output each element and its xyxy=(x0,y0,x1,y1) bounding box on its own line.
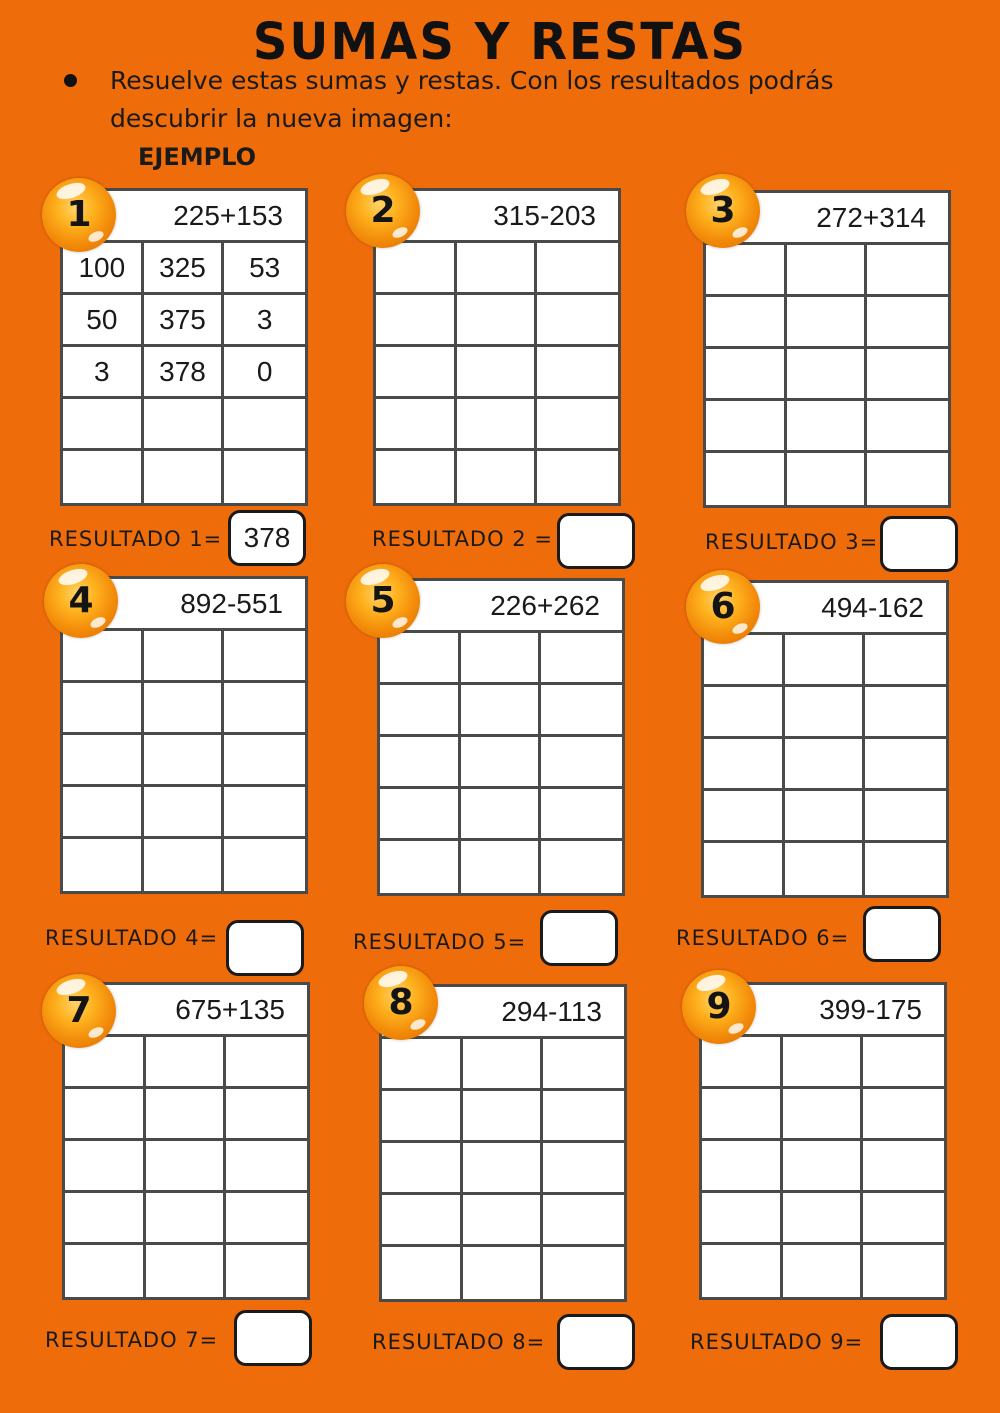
grid-cell[interactable] xyxy=(863,1037,944,1089)
result-input[interactable]: 378 xyxy=(228,510,306,566)
grid-cell[interactable] xyxy=(706,453,787,505)
grid-cell[interactable] xyxy=(224,735,305,787)
grid-cell[interactable] xyxy=(382,1143,463,1195)
work-grid xyxy=(704,635,946,895)
grid-cell[interactable] xyxy=(63,399,144,451)
grid-cell[interactable] xyxy=(376,451,457,503)
result-label: RESULTADO 5= xyxy=(353,930,527,954)
grid-cell[interactable] xyxy=(541,841,622,893)
grid-cell[interactable] xyxy=(146,1037,227,1089)
grid-cell[interactable] xyxy=(537,295,618,347)
grid-cell[interactable] xyxy=(863,1193,944,1245)
result-label: RESULTADO 6= xyxy=(676,926,850,950)
problem-operation: 272+314 xyxy=(706,193,948,245)
problem-operation: 675+135 xyxy=(65,985,307,1037)
grid-cell[interactable] xyxy=(702,1193,783,1245)
result-label: RESULTADO 8= xyxy=(372,1330,546,1354)
grid-cell[interactable] xyxy=(380,633,461,685)
grid-cell[interactable] xyxy=(785,687,866,739)
grid-cell[interactable] xyxy=(787,401,868,453)
example-label: EJEMPLO xyxy=(138,143,257,171)
grid-cell[interactable] xyxy=(706,349,787,401)
grid-cell[interactable]: 378 xyxy=(144,347,225,399)
grid-cell[interactable] xyxy=(144,735,225,787)
grid-cell[interactable] xyxy=(376,243,457,295)
grid-cell[interactable] xyxy=(226,1089,307,1141)
grid-cell[interactable] xyxy=(704,739,785,791)
grid-cell[interactable] xyxy=(380,841,461,893)
number-ball-icon xyxy=(686,570,760,644)
grid-cell[interactable] xyxy=(224,631,305,683)
grid-cell[interactable] xyxy=(226,1193,307,1245)
grid-cell[interactable] xyxy=(785,635,866,687)
grid-cell[interactable] xyxy=(704,687,785,739)
number-ball-icon xyxy=(44,564,118,638)
grid-cell[interactable] xyxy=(463,1247,544,1299)
grid-cell[interactable] xyxy=(380,737,461,789)
grid-cell[interactable] xyxy=(865,739,946,791)
grid-cell[interactable] xyxy=(541,633,622,685)
grid-cell[interactable] xyxy=(537,399,618,451)
grid-cell[interactable] xyxy=(785,791,866,843)
grid-cell[interactable] xyxy=(867,297,948,349)
grid-cell[interactable] xyxy=(382,1195,463,1247)
number-ball-icon xyxy=(346,564,420,638)
result-label: RESULTADO 7= xyxy=(45,1328,219,1352)
grid-cell[interactable] xyxy=(537,451,618,503)
result-label: RESULTADO 4= xyxy=(45,926,219,950)
grid-cell[interactable] xyxy=(144,683,225,735)
grid-cell[interactable] xyxy=(787,349,868,401)
work-grid xyxy=(65,1037,307,1297)
problem-operation: 494-162 xyxy=(704,583,946,635)
problem-number: 2 xyxy=(370,190,396,231)
problem-operation: 294-113 xyxy=(382,987,624,1039)
result-input[interactable] xyxy=(557,513,635,569)
grid-cell[interactable] xyxy=(787,453,868,505)
result-input[interactable] xyxy=(863,906,941,962)
problem-number: 8 xyxy=(388,982,414,1023)
result-input[interactable] xyxy=(234,1310,312,1366)
page-title: SUMAS Y RESTAS xyxy=(252,12,748,72)
grid-cell[interactable] xyxy=(224,839,305,891)
number-ball-icon xyxy=(346,174,420,248)
grid-cell[interactable] xyxy=(787,297,868,349)
problem-operation: 399-175 xyxy=(702,985,944,1037)
grid-cell[interactable] xyxy=(63,839,144,891)
grid-cell[interactable] xyxy=(706,297,787,349)
bullet-icon xyxy=(64,74,77,87)
grid-cell[interactable] xyxy=(541,685,622,737)
grid-cell[interactable] xyxy=(463,1143,544,1195)
number-ball-icon xyxy=(686,174,760,248)
grid-cell[interactable]: 3 xyxy=(224,295,305,347)
grid-cell[interactable] xyxy=(63,631,144,683)
result-input[interactable] xyxy=(540,910,618,966)
grid-cell[interactable] xyxy=(144,631,225,683)
grid-cell[interactable] xyxy=(226,1037,307,1089)
result-label: RESULTADO 3= xyxy=(705,530,879,554)
grid-cell[interactable] xyxy=(65,1089,146,1141)
number-ball-icon xyxy=(682,970,756,1044)
grid-cell[interactable] xyxy=(543,1143,624,1195)
grid-cell[interactable] xyxy=(226,1245,307,1297)
grid-cell[interactable] xyxy=(785,843,866,895)
problem-operation: 315-203 xyxy=(376,191,618,243)
number-ball-icon xyxy=(364,966,438,1040)
grid-cell[interactable] xyxy=(63,683,144,735)
grid-cell[interactable] xyxy=(702,1037,783,1089)
grid-cell[interactable]: 50 xyxy=(63,295,144,347)
problem-number: 7 xyxy=(66,990,92,1031)
work-grid xyxy=(380,633,622,893)
number-ball-icon xyxy=(42,178,116,252)
grid-cell[interactable] xyxy=(867,349,948,401)
grid-cell[interactable] xyxy=(224,683,305,735)
grid-cell[interactable] xyxy=(146,1193,227,1245)
grid-cell[interactable] xyxy=(457,243,538,295)
grid-cell[interactable] xyxy=(376,295,457,347)
grid-cell[interactable] xyxy=(461,737,542,789)
grid-cell[interactable] xyxy=(224,451,305,503)
work-grid xyxy=(702,1037,944,1297)
grid-cell[interactable] xyxy=(461,841,542,893)
grid-cell[interactable] xyxy=(461,685,542,737)
grid-cell[interactable] xyxy=(865,635,946,687)
problem-number: 6 xyxy=(710,586,736,627)
grid-cell[interactable] xyxy=(65,1141,146,1193)
grid-cell[interactable] xyxy=(702,1089,783,1141)
grid-cell[interactable] xyxy=(382,1039,463,1091)
grid-cell[interactable] xyxy=(863,1245,944,1297)
grid-cell[interactable] xyxy=(380,789,461,841)
problem-operation: 892-551 xyxy=(63,579,305,631)
grid-cell[interactable] xyxy=(704,791,785,843)
grid-cell[interactable] xyxy=(457,347,538,399)
result-input[interactable] xyxy=(226,920,304,976)
grid-cell[interactable] xyxy=(146,1141,227,1193)
grid-cell[interactable] xyxy=(65,1245,146,1297)
grid-cell[interactable] xyxy=(380,685,461,737)
grid-cell[interactable] xyxy=(706,245,787,297)
grid-cell[interactable] xyxy=(144,787,225,839)
grid-cell[interactable] xyxy=(382,1247,463,1299)
grid-cell[interactable] xyxy=(463,1039,544,1091)
grid-cell[interactable] xyxy=(543,1195,624,1247)
grid-cell[interactable] xyxy=(783,1193,864,1245)
problem-operation: 225+153 xyxy=(63,191,305,243)
grid-cell[interactable] xyxy=(224,787,305,839)
work-grid xyxy=(382,1039,624,1299)
grid-cell[interactable] xyxy=(702,1141,783,1193)
grid-cell[interactable] xyxy=(463,1091,544,1143)
problem-operation: 226+262 xyxy=(380,581,622,633)
grid-cell[interactable]: 0 xyxy=(224,347,305,399)
result-label: RESULTADO 2 = xyxy=(372,527,553,551)
grid-cell[interactable] xyxy=(867,245,948,297)
instruction-text: Resuelve estas sumas y restas. Con los resultados podrás descubrir la nueva imagen: xyxy=(110,66,834,133)
result-input[interactable] xyxy=(557,1314,635,1370)
grid-cell[interactable]: 100 xyxy=(63,243,144,295)
grid-cell[interactable] xyxy=(224,399,305,451)
grid-cell[interactable] xyxy=(787,245,868,297)
grid-cell[interactable] xyxy=(376,347,457,399)
grid-cell[interactable] xyxy=(541,737,622,789)
grid-cell[interactable] xyxy=(783,1089,864,1141)
grid-cell[interactable] xyxy=(537,243,618,295)
grid-cell[interactable] xyxy=(144,451,225,503)
grid-cell[interactable] xyxy=(457,295,538,347)
work-grid xyxy=(63,243,305,503)
problem-number: 1 xyxy=(66,194,92,235)
grid-cell[interactable] xyxy=(63,787,144,839)
grid-cell[interactable] xyxy=(783,1245,864,1297)
grid-cell[interactable] xyxy=(537,347,618,399)
grid-cell[interactable] xyxy=(65,1193,146,1245)
grid-cell[interactable] xyxy=(543,1039,624,1091)
grid-cell[interactable]: 53 xyxy=(224,243,305,295)
result-input[interactable] xyxy=(880,1314,958,1370)
grid-cell[interactable] xyxy=(461,633,542,685)
work-grid xyxy=(376,243,618,503)
grid-cell[interactable] xyxy=(863,1141,944,1193)
grid-cell[interactable] xyxy=(146,1245,227,1297)
grid-cell[interactable]: 325 xyxy=(144,243,225,295)
grid-cell[interactable] xyxy=(543,1247,624,1299)
grid-cell[interactable] xyxy=(704,843,785,895)
grid-cell[interactable] xyxy=(376,399,457,451)
grid-cell[interactable] xyxy=(144,399,225,451)
problem-number: 4 xyxy=(68,580,94,621)
problem-number: 3 xyxy=(710,190,736,231)
grid-cell[interactable] xyxy=(867,453,948,505)
result-input[interactable] xyxy=(880,516,958,572)
grid-cell[interactable] xyxy=(783,1141,864,1193)
grid-cell[interactable] xyxy=(457,399,538,451)
grid-cell[interactable] xyxy=(226,1141,307,1193)
grid-cell[interactable] xyxy=(783,1037,864,1089)
grid-cell[interactable] xyxy=(63,451,144,503)
grid-cell[interactable]: 375 xyxy=(144,295,225,347)
grid-cell[interactable] xyxy=(543,1091,624,1143)
result-label: RESULTADO 1= xyxy=(49,527,223,551)
grid-cell[interactable] xyxy=(144,839,225,891)
grid-cell[interactable] xyxy=(865,843,946,895)
problem-number: 9 xyxy=(706,986,732,1027)
grid-cell[interactable] xyxy=(865,791,946,843)
problem-number: 5 xyxy=(370,580,396,621)
grid-cell[interactable] xyxy=(463,1195,544,1247)
grid-cell[interactable] xyxy=(785,739,866,791)
grid-cell[interactable] xyxy=(865,687,946,739)
grid-cell[interactable] xyxy=(706,401,787,453)
grid-cell[interactable] xyxy=(541,789,622,841)
grid-cell[interactable]: 3 xyxy=(63,347,144,399)
grid-cell[interactable] xyxy=(382,1091,463,1143)
result-label: RESULTADO 9= xyxy=(690,1330,864,1354)
grid-cell[interactable] xyxy=(867,401,948,453)
grid-cell[interactable] xyxy=(863,1089,944,1141)
grid-cell[interactable] xyxy=(461,789,542,841)
number-ball-icon xyxy=(42,974,116,1048)
grid-cell[interactable] xyxy=(63,735,144,787)
work-grid xyxy=(706,245,948,505)
work-grid xyxy=(63,631,305,891)
grid-cell[interactable] xyxy=(702,1245,783,1297)
grid-cell[interactable] xyxy=(457,451,538,503)
grid-cell[interactable] xyxy=(146,1089,227,1141)
